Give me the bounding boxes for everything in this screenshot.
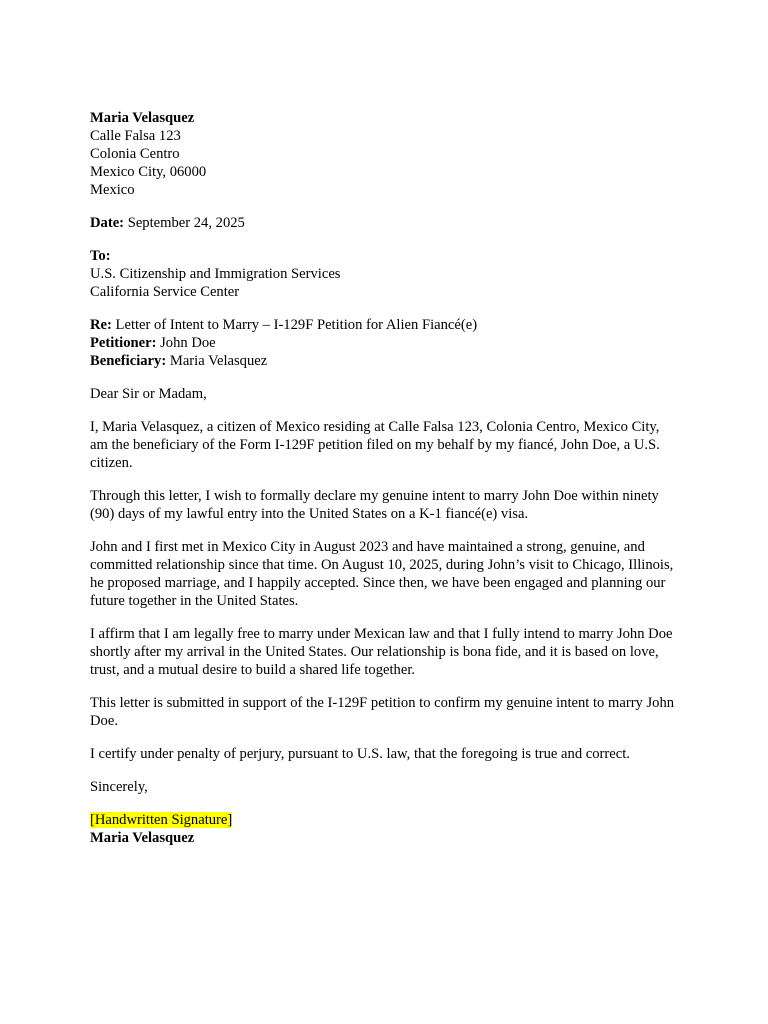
sender-block bbox=[90, 109, 680, 199]
re-label: Re: bbox=[90, 317, 112, 333]
body-paragraph: I certify under penalty of perjury, pursuant to U.S. law, that the foregoing is true and correct. bbox=[90, 746, 630, 762]
recipient-block bbox=[90, 247, 680, 301]
body-paragraph: I affirm that I am legally free to marry under Mexican law and that I fully intend to marry John Doe shortly after my arrival in the United States. Our relationship is bona fide, and it is based on love, trust, and a mutual desire to build a shared life together. bbox=[90, 626, 673, 678]
closing: Sincerely, bbox=[90, 779, 148, 795]
beneficiary-label: Beneficiary: bbox=[90, 353, 167, 369]
date-block bbox=[90, 214, 680, 232]
recipient-label: To: bbox=[90, 248, 111, 264]
date-value: September 24, 2025 bbox=[127, 215, 245, 231]
sender-address-line: Colonia Centro bbox=[90, 146, 180, 162]
sender-address-line: Mexico bbox=[90, 182, 135, 198]
date-label: Date: bbox=[90, 215, 125, 231]
signature-name: Maria Velasquez bbox=[90, 830, 195, 846]
beneficiary-value: Maria Velasquez bbox=[169, 353, 268, 369]
signature-placeholder: [Handwritten Signature] bbox=[90, 812, 233, 828]
sender-address-line: Mexico City, 06000 bbox=[90, 164, 207, 180]
recipient-line: U.S. Citizenship and Immigration Services bbox=[90, 266, 341, 282]
salutation: Dear Sir or Madam, bbox=[90, 386, 207, 402]
recipient-line: California Service Center bbox=[90, 284, 240, 300]
sender-name: Maria Velasquez bbox=[90, 110, 195, 126]
body-paragraph: This letter is submitted in support of the I-129F petition to confirm my genuine intent to marry John Doe. bbox=[90, 695, 675, 729]
body-paragraph: I, Maria Velasquez, a citizen of Mexico residing at Calle Falsa 123, Colonia Centro, Mexico City, am the beneficiary of the Form I-129F petition filed on my behalf by my fiancé, John Doe, a U.S. citizen. bbox=[90, 419, 660, 471]
letter-body bbox=[90, 109, 680, 862]
body-paragraph: John and I first met in Mexico City in August 2023 and have maintained a strong, genuine, and committed relationship since that time. On August 10, 2025, during John’s visit to Chicago, Illinois, he proposed marriage, and I happily accepted. Since then, we have been engaged and planning our future together in the United States. bbox=[90, 539, 674, 609]
petitioner-value: John Doe bbox=[160, 335, 216, 351]
beneficiary-line bbox=[90, 352, 680, 370]
petitioner-label: Petitioner: bbox=[90, 335, 157, 351]
date-line bbox=[90, 214, 680, 232]
signature-block bbox=[90, 811, 680, 847]
reference-block bbox=[90, 316, 680, 370]
body-paragraph: Through this letter, I wish to formally declare my genuine intent to marry John Doe within ninety (90) days of my lawful entry into the United States on a K-1 fiancé(e) visa. bbox=[90, 488, 659, 522]
petitioner-line bbox=[90, 334, 680, 352]
signature-line bbox=[90, 811, 680, 829]
re-line bbox=[90, 316, 680, 334]
re-value: Letter of Intent to Marry – I-129F Petition for Alien Fiancé(e) bbox=[115, 317, 478, 333]
sender-address-line: Calle Falsa 123 bbox=[90, 128, 181, 144]
